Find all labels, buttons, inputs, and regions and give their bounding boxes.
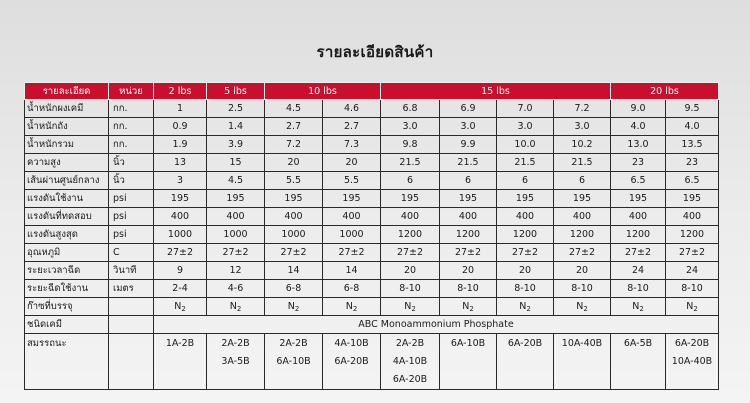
header-10lbs: 10 lbs	[265, 83, 381, 100]
rating-cell	[323, 334, 381, 390]
table-row	[25, 280, 719, 298]
table-cell: 7.3	[323, 136, 381, 154]
table-cell: 195	[611, 190, 666, 208]
table-cell: 400	[440, 208, 497, 226]
row-label: แรงดันใช้งาน	[25, 190, 109, 208]
table-cell: 13.0	[611, 136, 666, 154]
table-cell: 3.9	[207, 136, 265, 154]
table-cell: 1000	[154, 226, 207, 244]
gas-symbol: N	[287, 300, 295, 312]
rating-value: 6A-20B	[507, 338, 543, 349]
gas-subscript: 2	[411, 304, 416, 313]
table-cell: 6	[554, 172, 611, 190]
table-cell: 4.6	[323, 100, 381, 118]
table-cell: 24	[666, 262, 719, 280]
gas-subscript: 2	[352, 304, 358, 313]
table-cell: 23	[666, 154, 719, 172]
gas-symbol: N	[345, 300, 353, 312]
table-cell: 21.5	[381, 154, 440, 172]
table-cell: 14	[323, 262, 381, 280]
table-cell: 13.5	[666, 136, 719, 154]
table-cell: 1000	[265, 226, 323, 244]
table-row	[25, 244, 719, 262]
table-row	[25, 226, 719, 244]
table-cell: 1200	[440, 226, 497, 244]
table-row-chemical	[25, 316, 719, 334]
table-cell: 20	[265, 154, 323, 172]
gas-subscript: 2	[294, 304, 300, 313]
table-cell: 6	[381, 172, 440, 190]
table-cell: 1200	[611, 226, 666, 244]
table-row-performance	[25, 334, 719, 390]
chemical-type-cell: ABC Monoammonium Phosphate	[154, 316, 719, 334]
table-cell: 4-6	[207, 280, 265, 298]
table-cell: 1.4	[207, 118, 265, 136]
rating-cell	[207, 334, 265, 390]
header-row	[25, 83, 719, 100]
table-cell: 4.0	[666, 118, 719, 136]
table-cell: 3	[154, 172, 207, 190]
header-5lbs: 5 lbs	[207, 83, 265, 100]
table-cell: 1200	[381, 226, 440, 244]
table-cell: 400	[207, 208, 265, 226]
table-cell: 6.9	[440, 100, 497, 118]
table-cell: 4.5	[207, 172, 265, 190]
table-cell: 7.2	[265, 136, 323, 154]
table-cell: 20	[554, 262, 611, 280]
table-cell: 1000	[323, 226, 381, 244]
table-cell: 5.5	[323, 172, 381, 190]
table-cell: 195	[323, 190, 381, 208]
gas-cell	[666, 298, 719, 316]
row-unit: กก.	[109, 136, 154, 154]
rating-value: 10A-40B	[671, 356, 713, 367]
table-cell: 27±2	[207, 244, 265, 262]
table-cell: 20	[323, 154, 381, 172]
table-cell: 195	[381, 190, 440, 208]
rating-cell	[497, 334, 554, 390]
table-cell: 400	[154, 208, 207, 226]
table-cell: 3.0	[497, 118, 554, 136]
table-cell: 400	[611, 208, 666, 226]
table-cell: 8-10	[497, 280, 554, 298]
table-cell: 9.9	[440, 136, 497, 154]
rating-value: 3A-5B	[221, 356, 250, 367]
table-row	[25, 118, 719, 136]
table-cell: 10.2	[554, 136, 611, 154]
gas-symbol: N	[632, 300, 640, 312]
table-cell: 7.2	[554, 100, 611, 118]
page-title: รายละเอียดสินค้า	[316, 43, 434, 61]
gas-subscript: 2	[236, 304, 242, 313]
header-15lbs: 15 lbs	[381, 83, 611, 100]
table-cell: 4.0	[611, 118, 666, 136]
row-label: ความสูง	[25, 154, 109, 172]
row-label: อุณหภูมิ	[25, 244, 109, 262]
table-cell: 4.5	[265, 100, 323, 118]
table-cell: 27±2	[554, 244, 611, 262]
rating-cell	[666, 334, 719, 390]
table-cell: 1200	[666, 226, 719, 244]
table-cell: 1000	[207, 226, 265, 244]
table-row-gas	[25, 298, 719, 316]
gas-subscript: 2	[181, 304, 186, 313]
gas-cell	[265, 298, 323, 316]
table-cell: 195	[554, 190, 611, 208]
row-unit: กก.	[109, 118, 154, 136]
table-cell: 10.0	[497, 136, 554, 154]
table-cell: 13	[154, 154, 207, 172]
table-cell: 8-10	[611, 280, 666, 298]
rating-cell	[611, 334, 666, 390]
row-unit	[109, 316, 154, 334]
rating-cell	[440, 334, 497, 390]
table-cell: 1200	[497, 226, 554, 244]
rating-cell	[381, 334, 440, 390]
gas-subscript: 2	[526, 304, 531, 313]
rating-value: 4A-10B	[392, 356, 428, 367]
table-cell: 1.9	[154, 136, 207, 154]
rating-value: 6A-20B	[392, 374, 428, 385]
table-cell: 400	[323, 208, 381, 226]
row-unit: psi	[109, 226, 154, 244]
table-cell: 9.8	[381, 136, 440, 154]
row-unit: psi	[109, 190, 154, 208]
row-label: น้ำหนักผงเคมี	[25, 100, 109, 118]
table-cell: 21.5	[497, 154, 554, 172]
table-cell: 20	[381, 262, 440, 280]
rating-value: 6A-10B	[450, 338, 486, 349]
table-cell: 6-8	[265, 280, 323, 298]
table-cell: 195	[666, 190, 719, 208]
table-cell: 27±2	[323, 244, 381, 262]
gas-symbol: N	[519, 300, 527, 312]
gas-symbol: N	[576, 300, 584, 312]
table-cell: 9.5	[666, 100, 719, 118]
gas-cell	[381, 298, 440, 316]
table-cell: 14	[265, 262, 323, 280]
rating-value: 2A-2B	[221, 338, 250, 349]
table-cell: 21.5	[440, 154, 497, 172]
gas-symbol: N	[174, 300, 182, 312]
row-label: สมรรถนะ	[25, 334, 109, 390]
row-label: ระยะเวลาฉีด	[25, 262, 109, 280]
table-cell: 5.5	[265, 172, 323, 190]
table-cell: 27±2	[611, 244, 666, 262]
table-cell: 24	[611, 262, 666, 280]
row-unit: C	[109, 244, 154, 262]
rating-cell	[154, 334, 207, 390]
table-cell: 8-10	[381, 280, 440, 298]
header-20lbs: 20 lbs	[611, 83, 719, 100]
table-row	[25, 154, 719, 172]
row-unit: วินาที	[109, 262, 154, 280]
row-unit	[109, 298, 154, 316]
table-cell: 2-4	[154, 280, 207, 298]
table-cell: 8-10	[666, 280, 719, 298]
row-label: แรงดันสูงสุด	[25, 226, 109, 244]
table-cell: 0.9	[154, 118, 207, 136]
rating-value: 10A-40B	[561, 338, 603, 349]
table-cell: 6.5	[611, 172, 666, 190]
table-cell: 2.5	[207, 100, 265, 118]
table-cell: 27±2	[265, 244, 323, 262]
row-label: ระยะฉีดใช้งาน	[25, 280, 109, 298]
header-2lbs: 2 lbs	[154, 83, 207, 100]
table-row	[25, 262, 719, 280]
rating-value: 2A-2B	[395, 338, 425, 349]
table-cell: 20	[497, 262, 554, 280]
table-cell: 6	[440, 172, 497, 190]
row-label: เส้นผ่านศูนย์กลาง	[25, 172, 109, 190]
table-cell: 2.7	[323, 118, 381, 136]
row-unit: กก.	[109, 100, 154, 118]
table-cell: 6.5	[666, 172, 719, 190]
table-cell: 400	[497, 208, 554, 226]
table-cell: 195	[497, 190, 554, 208]
header-detail: รายละเอียด	[25, 83, 109, 100]
table-cell: 23	[611, 154, 666, 172]
row-unit: เมตร	[109, 280, 154, 298]
table-cell: 3.0	[554, 118, 611, 136]
table-row	[25, 100, 719, 118]
gas-cell	[154, 298, 207, 316]
table-cell: 27±2	[440, 244, 497, 262]
table-cell: 3.0	[440, 118, 497, 136]
row-unit: นิ้ว	[109, 154, 154, 172]
table-cell: 400	[265, 208, 323, 226]
table-cell: 21.5	[554, 154, 611, 172]
table-cell: 400	[381, 208, 440, 226]
spec-table	[24, 82, 719, 390]
header-unit: หน่วย	[109, 83, 154, 100]
row-label: น้ำหนักรวม	[25, 136, 109, 154]
table-cell: 3.0	[381, 118, 440, 136]
row-unit	[109, 334, 154, 390]
table-row	[25, 172, 719, 190]
gas-subscript: 2	[639, 304, 644, 313]
table-cell: 6-8	[323, 280, 381, 298]
table-cell: 195	[440, 190, 497, 208]
table-cell: 27±2	[497, 244, 554, 262]
table-cell: 195	[207, 190, 265, 208]
rating-value: 6A-10B	[276, 356, 311, 367]
row-unit: นิ้ว	[109, 172, 154, 190]
rating-value: 6A-20B	[334, 356, 369, 367]
row-label: น้ำหนักถัง	[25, 118, 109, 136]
row-unit: psi	[109, 208, 154, 226]
table-row	[25, 208, 719, 226]
rating-value: 6A-20B	[674, 338, 710, 349]
gas-cell	[207, 298, 265, 316]
rating-value: 4A-10B	[334, 338, 369, 349]
gas-subscript: 2	[693, 304, 698, 313]
table-cell: 15	[207, 154, 265, 172]
gas-symbol: N	[404, 300, 412, 312]
table-cell: 8-10	[440, 280, 497, 298]
table-cell: 400	[666, 208, 719, 226]
gas-symbol: N	[229, 300, 237, 312]
rating-value: 1A-2B	[165, 338, 195, 349]
table-cell: 9	[154, 262, 207, 280]
table-cell: 9.0	[611, 100, 666, 118]
gas-cell	[497, 298, 554, 316]
gas-subscript: 2	[469, 304, 474, 313]
gas-subscript: 2	[583, 304, 588, 313]
rating-cell	[554, 334, 611, 390]
gas-cell	[611, 298, 666, 316]
rating-value: 6A-5B	[623, 338, 653, 349]
table-cell: 6	[497, 172, 554, 190]
table-cell: 27±2	[154, 244, 207, 262]
gas-cell	[323, 298, 381, 316]
table-cell: 8-10	[554, 280, 611, 298]
table-cell: 1200	[554, 226, 611, 244]
table-cell: 195	[154, 190, 207, 208]
gas-cell	[440, 298, 497, 316]
table-row	[25, 136, 719, 154]
table-row	[25, 190, 719, 208]
table-cell: 12	[207, 262, 265, 280]
row-label: ก๊าซที่บรรจุ	[25, 298, 109, 316]
gas-symbol: N	[686, 300, 694, 312]
table-cell: 27±2	[381, 244, 440, 262]
table-cell: 6.8	[381, 100, 440, 118]
row-label: ชนิดเคมี	[25, 316, 109, 334]
table-cell: 7.0	[497, 100, 554, 118]
gas-cell	[554, 298, 611, 316]
table-cell: 2.7	[265, 118, 323, 136]
rating-value: 2A-2B	[279, 338, 308, 349]
table-cell: 400	[554, 208, 611, 226]
table-cell: 195	[265, 190, 323, 208]
row-label: แรงดันที่ทดสอบ	[25, 208, 109, 226]
table-cell: 20	[440, 262, 497, 280]
table-cell: 27±2	[666, 244, 719, 262]
gas-symbol: N	[462, 300, 470, 312]
table-cell: 1	[154, 100, 207, 118]
rating-cell	[265, 334, 323, 390]
